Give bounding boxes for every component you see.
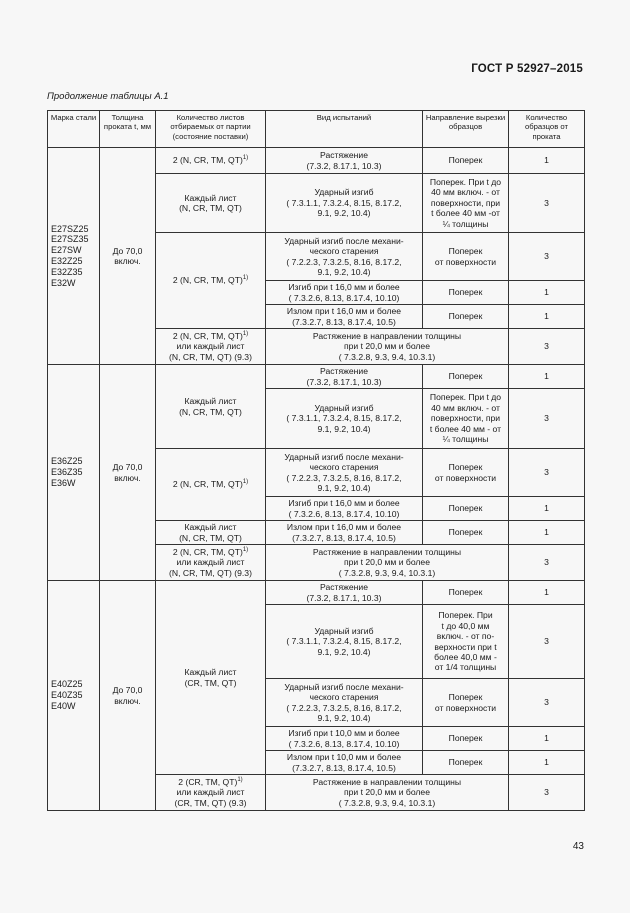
count-cell: 1 xyxy=(509,727,585,751)
table-row xyxy=(48,581,585,605)
test-type-cell: Изгиб при t 16,0 мм и более ( 7.3.2.6, 8.13, 8.17.4, 10.10) xyxy=(266,281,423,305)
count-cell: 3 xyxy=(509,605,585,679)
test-type-cell: Излом при t 10,0 мм и более (7.3.2.7, 8.13, 8.17.4, 10.5) xyxy=(266,751,423,775)
count-cell: 1 xyxy=(509,751,585,775)
direction-cell: Поперек xyxy=(423,281,509,305)
count-cell: 1 xyxy=(509,521,585,545)
sampling-cell: Каждый лист (N, CR, TM, QT) xyxy=(156,174,266,233)
steel-grade-cell: E40Z25 E40Z35 E40W xyxy=(48,581,100,811)
direction-cell: Поперек xyxy=(423,305,509,329)
test-type-cell: Растяжение (7.3.2, 8.17.1, 10.3) xyxy=(266,581,423,605)
count-cell: 1 xyxy=(509,148,585,174)
test-type-cell: Изгиб при t 10,0 мм и более ( 7.3.2.6, 8.13, 8.17.4, 10.10) xyxy=(266,727,423,751)
col-header-count: Количество образцов от проката xyxy=(509,111,585,148)
table-row xyxy=(48,148,585,174)
col-header-test: Вид испытаний xyxy=(266,111,423,148)
count-cell: 1 xyxy=(509,581,585,605)
steel-grade-cell: E36Z25 E36Z35 E36W xyxy=(48,365,100,581)
direction-cell: Поперек xyxy=(423,497,509,521)
direction-cell: Поперек. При t до 40 мм включ. - от поверхности, при t более 40 мм -от ¼ толщины xyxy=(423,174,509,233)
sampling-cell: 2 (N, CR, TM, QT)$^{1)}$ xyxy=(156,449,266,521)
count-cell: 3 xyxy=(509,775,585,811)
test-type-cell: Ударный изгиб ( 7.3.1.1, 7.3.2.4, 8.15, 8.17.2, 9.1, 9.2, 10.4) xyxy=(266,389,423,449)
thickness-cell: До 70,0 включ. xyxy=(100,365,156,581)
test-type-cell: Растяжение в направлении толщины при t 20,0 мм и более ( 7.3.2.8, 9.3, 9.4, 10.3.1) xyxy=(266,545,509,581)
direction-cell: Поперек. При t до 40,0 мм включ. - от по- верхности при t более 40,0 мм - от 1/4 толщины xyxy=(423,605,509,679)
steel-grade-cell: E27SZ25 E27SZ35 E27SW E32Z25 E32Z35 E32W xyxy=(48,148,100,365)
direction-cell: Поперек от поверхности xyxy=(423,449,509,497)
test-type-cell: Излом при t 16,0 мм и более (7.3.2.7, 8.13, 8.17.4, 10.5) xyxy=(266,305,423,329)
count-cell: 1 xyxy=(509,281,585,305)
test-type-cell: Растяжение (7.3.2, 8.17.1, 10.3) xyxy=(266,365,423,389)
thickness-cell: До 70,0 включ. xyxy=(100,148,156,365)
count-cell: 3 xyxy=(509,389,585,449)
direction-cell: Поперек от поверхности xyxy=(423,233,509,281)
sampling-cell: 2 (CR, TM, QT)$^{1)}$ или каждый лист (CR, TM, QT) (9.3) xyxy=(156,775,266,811)
test-type-cell: Ударный изгиб после механи- ческого старения ( 7.2.2.3, 7.3.2.5, 8.16, 8.17.2, 9.1, 9.2, 10.4) xyxy=(266,449,423,497)
table-row xyxy=(48,365,585,389)
test-type-cell: Ударный изгиб после механи- ческого старения ( 7.2.2.3, 7.3.2.5, 8.16, 8.17.2, 9.1, 9.2, 10.4) xyxy=(266,233,423,281)
count-cell: 1 xyxy=(509,365,585,389)
test-type-cell: Растяжение в направлении толщины при t 20,0 мм и более ( 7.3.2.8, 9.3, 9.4, 10.3.1) xyxy=(266,329,509,365)
count-cell: 1 xyxy=(509,497,585,521)
count-cell: 3 xyxy=(509,545,585,581)
specification-table xyxy=(47,110,585,811)
direction-cell: Поперек. При t до 40 мм включ. - от поверхности, при t более 40 мм - от ¼ толщины xyxy=(423,389,509,449)
test-type-cell: Изгиб при t 16,0 мм и более ( 7.3.2.6, 8.13, 8.17.4, 10.10) xyxy=(266,497,423,521)
count-cell: 3 xyxy=(509,449,585,497)
sampling-cell: 2 (N, CR, TM, QT)$^{1)}$ xyxy=(156,148,266,174)
direction-cell: Поперек xyxy=(423,365,509,389)
test-type-cell: Излом при t 16,0 мм и более (7.3.2.7, 8.13, 8.17.4, 10.5) xyxy=(266,521,423,545)
thickness-cell: До 70,0 включ. xyxy=(100,581,156,811)
direction-cell: Поперек xyxy=(423,521,509,545)
col-header-sampling: Количество листов отбираемых от партии (состояние поставки) xyxy=(156,111,266,148)
col-header-grade: Марка стали xyxy=(48,111,100,148)
standard-header: ГОСТ Р 52927–2015 xyxy=(471,63,583,75)
direction-cell: Поперек xyxy=(423,581,509,605)
count-cell: 3 xyxy=(509,329,585,365)
sampling-cell: 2 (N, CR, TM, QT)$^{1)}$ или каждый лист (N, CR, TM, QT) (9.3) xyxy=(156,329,266,365)
col-header-thickness: Толщина проката t, мм xyxy=(100,111,156,148)
table-header-row xyxy=(48,111,585,148)
test-type-cell: Ударный изгиб после механи- ческого старения ( 7.2.2.3, 7.3.2.5, 8.16, 8.17.2, 9.1, 9.2, 10.4) xyxy=(266,679,423,727)
direction-cell: Поперек xyxy=(423,148,509,174)
direction-cell: Поперек xyxy=(423,727,509,751)
count-cell: 1 xyxy=(509,305,585,329)
page-number: 43 xyxy=(572,841,584,852)
test-type-cell: Ударный изгиб ( 7.3.1.1, 7.3.2.4, 8.15, 8.17.2, 9.1, 9.2, 10.4) xyxy=(266,174,423,233)
direction-cell: Поперек xyxy=(423,751,509,775)
test-type-cell: Растяжение в направлении толщины при t 20,0 мм и более ( 7.3.2.8, 9.3, 9.4, 10.3.1) xyxy=(266,775,509,811)
count-cell: 3 xyxy=(509,174,585,233)
col-header-direction: Направление вырезки образцов xyxy=(423,111,509,148)
test-type-cell: Ударный изгиб ( 7.3.1.1, 7.3.2.4, 8.15, 8.17.2, 9.1, 9.2, 10.4) xyxy=(266,605,423,679)
test-type-cell: Растяжение (7.3.2, 8.17.1, 10.3) xyxy=(266,148,423,174)
sampling-cell: Каждый лист (CR, TM, QT) xyxy=(156,581,266,775)
direction-cell: Поперек от поверхности xyxy=(423,679,509,727)
sampling-cell: Каждый лист (N, CR, TM, QT) xyxy=(156,365,266,449)
table-caption: Продолжение таблицы А.1 xyxy=(47,91,169,102)
count-cell: 3 xyxy=(509,679,585,727)
sampling-cell: 2 (N, CR, TM, QT)$^{1)}$ или каждый лист (N, CR, TM, QT) (9.3) xyxy=(156,545,266,581)
sampling-cell: Каждый лист (N, CR, TM, QT) xyxy=(156,521,266,545)
count-cell: 3 xyxy=(509,233,585,281)
sampling-cell: 2 (N, CR, TM, QT)$^{1)}$ xyxy=(156,233,266,329)
